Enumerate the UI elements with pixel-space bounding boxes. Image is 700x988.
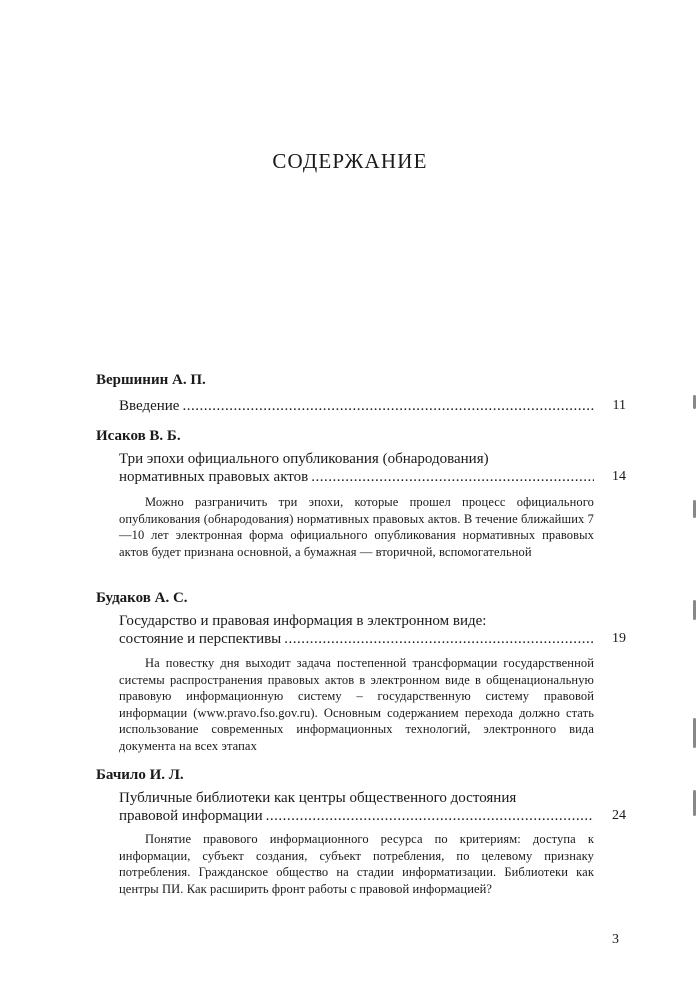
scan-edge-mark	[693, 790, 696, 816]
toc-entry-title[interactable]	[119, 630, 594, 648]
toc-page-number: 24	[612, 808, 626, 823]
toc-page-number: 11	[612, 398, 626, 413]
toc-page-number: 19	[612, 631, 626, 646]
toc-title-text: Публичные библиотеки как центры общественного достояния	[119, 790, 517, 806]
toc-author: Вершинин А. П.	[96, 372, 206, 388]
scan-edge-mark	[693, 718, 696, 748]
toc-title-text: Введение	[119, 398, 180, 414]
toc-entry-title[interactable]	[119, 807, 594, 825]
toc-abstract: На повестку дня выходит задача постепенной трансформации государственной системы распространения правовых актов в электронном виде в общенациональную правовую информационную систему – государственную систему правовой информации (www.pravo.fso.gov.ru). Основным содержанием перехода должно стать использование современных информационных технологий, электронного вида документа на всех этапах	[119, 656, 594, 753]
page-title: СОДЕРЖАНИЕ	[272, 149, 428, 173]
dot-leader	[311, 468, 594, 486]
toc-title-text: нормативных правовых актов	[119, 469, 309, 485]
toc-title-text: состояние и перспективы	[119, 631, 282, 647]
toc-author: Исаков В. Б.	[96, 428, 181, 444]
dot-leader	[266, 807, 594, 825]
toc-abstract: Можно разграничить три эпохи, которые прошел процесс официального опубликования (обнародования) нормативных правовых актов. В течение ближайших 7—10 лет электронная форма официального опубликования нормативных правовых актов будет признана основной, а бумажная — вторичной, вспомогательной	[119, 495, 594, 559]
scan-edge-mark	[693, 395, 696, 409]
dot-leader	[182, 397, 594, 415]
toc-entry-title[interactable]	[119, 397, 594, 415]
toc-author: Бачило И. Л.	[96, 767, 184, 783]
page-number: 3	[612, 932, 619, 947]
toc-abstract: Понятие правового информационного ресурса по критериям: доступа к информации, субъект создания, субъект потребления, по целевому признаку потребления. Гражданское общество на стадии информатизации. Библиотеки как центры ПИ. Как расширить фронт работы с правовой информацией?	[119, 832, 594, 896]
toc-entry-title[interactable]	[119, 468, 594, 486]
toc-page-number: 14	[612, 469, 626, 484]
toc-title-text: правовой информации	[119, 808, 263, 824]
toc-title-text: Три эпохи официального опубликования (обнародования)	[119, 451, 489, 467]
toc-author: Будаков А. С.	[96, 590, 188, 606]
scan-edge-mark	[693, 500, 696, 518]
toc-title-text: Государство и правовая информация в электронном виде:	[119, 613, 487, 629]
dot-leader	[284, 630, 594, 648]
scan-edge-mark	[693, 600, 696, 620]
